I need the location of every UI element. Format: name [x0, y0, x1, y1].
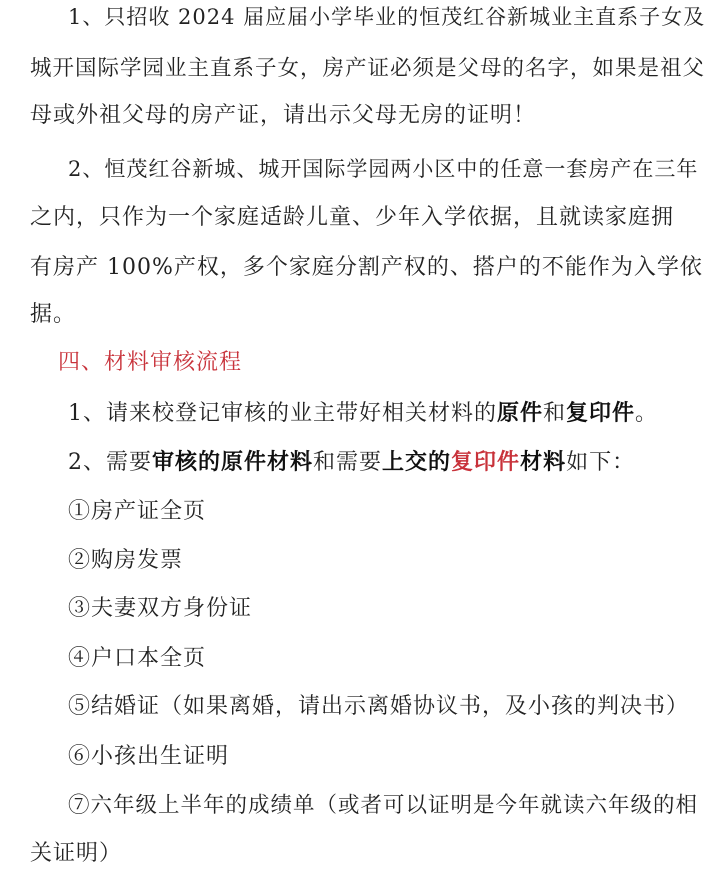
step-2-text: 2、需要 [68, 450, 152, 475]
emphasis-submit: 上交的 [382, 449, 452, 475]
text-line: 1、只招收 2024 届应届小学毕业的恒茂红谷新城业主直系子女及 [68, 5, 706, 29]
text-line: 2、恒茂红谷新城、城开国际学园两小区中的任意一套房产在三年 [68, 157, 699, 181]
list-item: ③夫妻双方身份证 [68, 596, 253, 621]
text-line: 有房产 100%产权，多个家庭分割产权的、搭户的不能作为入学依 [30, 255, 703, 280]
list-item: ⑤结婚证（如果离婚，请出示离婚协议书，及小孩的判决书） [68, 694, 690, 719]
list-item-continued: 关证明） [30, 841, 123, 866]
step-1-end: 。 [635, 401, 659, 426]
step-1 [68, 398, 658, 429]
list-item: ④户口本全页 [68, 646, 207, 671]
step-2 [68, 447, 635, 478]
emphasis-copy-red: 复印件 [451, 449, 521, 475]
section-heading: 四、材料审核流程 [58, 350, 243, 375]
text-line: 母或外祖父母的房产证，请出示父母无房的证明！ [30, 103, 537, 128]
step-1-text: 1、请来校登记审核的业主带好相关材料的 [68, 401, 497, 426]
list-item: ②购房发票 [68, 548, 184, 573]
step-1-and: 和 [543, 401, 567, 426]
emphasis-materials: 材料 [520, 449, 567, 475]
list-item: ①房产证全页 [68, 499, 207, 524]
text-line: 据。 [30, 302, 77, 327]
step-2-end: 如下： [566, 450, 636, 475]
text-line: 城开国际学园业主直系子女，房产证必须是父母的名字，如果是祖父 [30, 56, 706, 81]
step-2-and-need: 和需要 [313, 450, 383, 475]
list-item: ⑦六年级上半年的成绩单（或者可以证明是今年就读六年级的相 [68, 793, 699, 818]
emphasis-original: 原件 [497, 400, 544, 426]
emphasis-copy: 复印件 [566, 400, 636, 426]
list-item: ⑥小孩出生证明 [68, 744, 230, 769]
text-line: 之内，只作为一个家庭适龄儿童、少年入学依据，且就读家庭拥 [30, 205, 675, 230]
emphasis-review-original: 审核的原件材料 [152, 449, 314, 475]
